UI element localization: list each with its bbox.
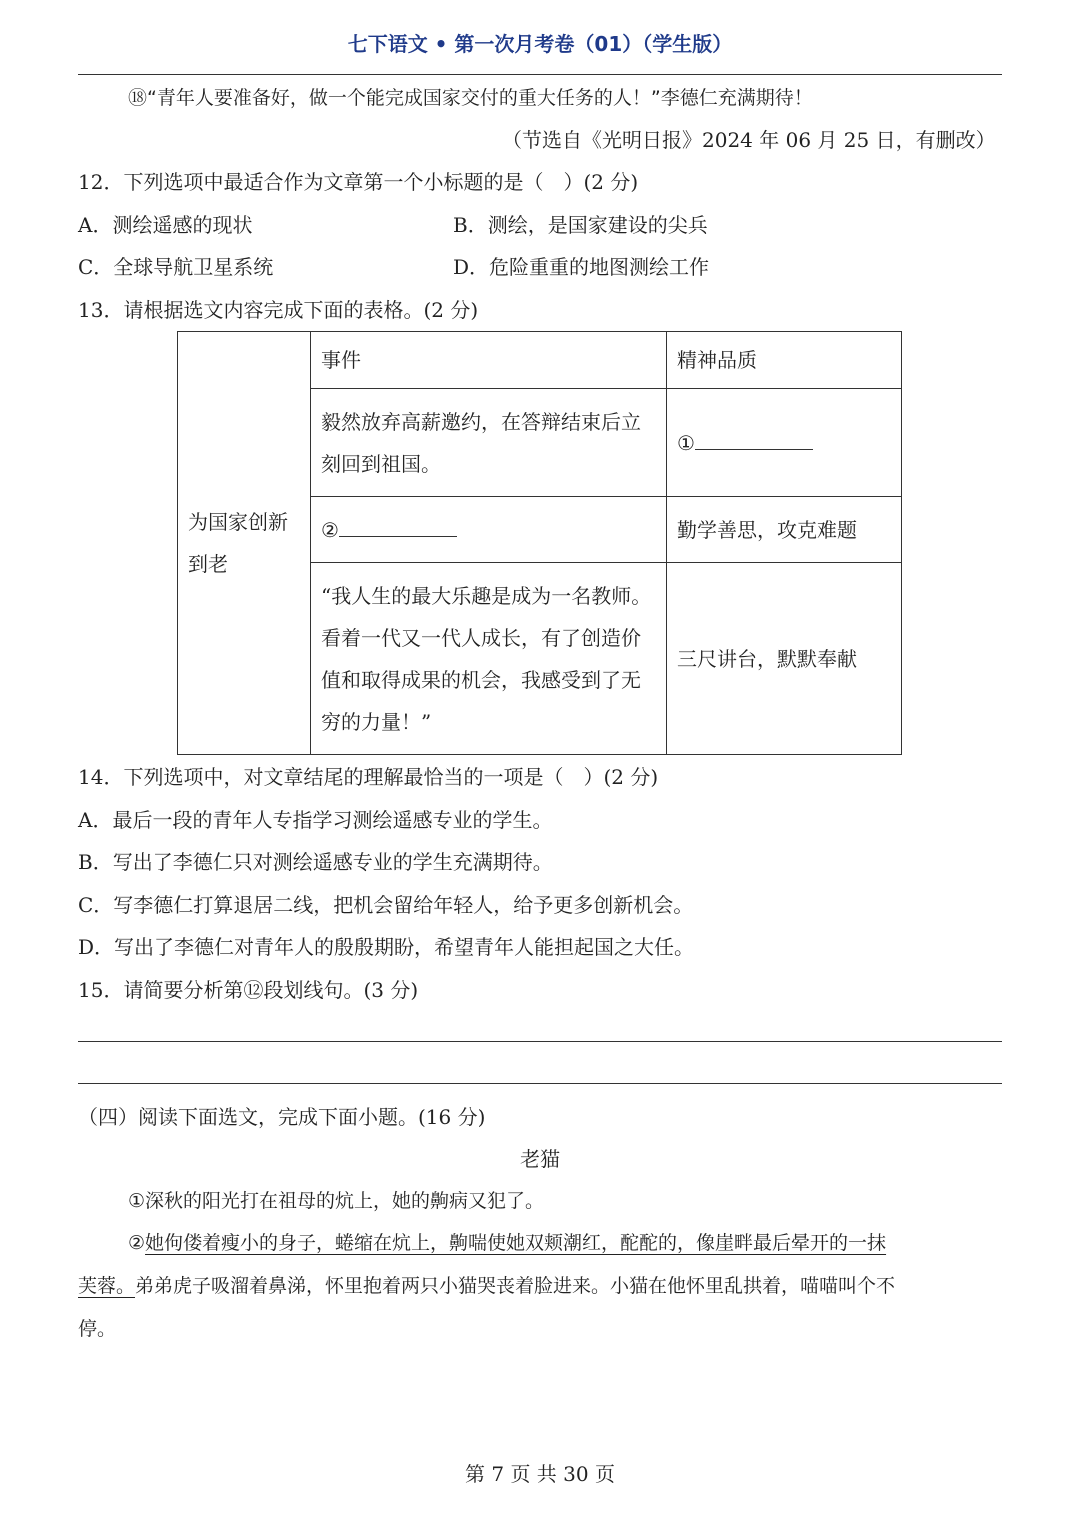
paragraph-2-continuation: 弟弟虎子吸溜着鼻涕，怀里抱着两只小猫哭丧着脸进来。小猫在他怀里乱拱着，喵喵叫个不 xyxy=(135,1275,896,1297)
question-13-table xyxy=(177,331,902,755)
question-12-option-c: C．全球导航卫星系统 xyxy=(78,255,274,279)
section-4-heading: （四）阅读下面选文，完成下面小题。(16 分) xyxy=(78,1105,486,1129)
story-paragraph-2-line-3: 停。 xyxy=(78,1318,117,1340)
table-cell-event-2 xyxy=(311,497,667,563)
blank-marker-1: ① xyxy=(677,430,695,455)
page-number: 第 7 页 共 30 页 xyxy=(465,1462,615,1486)
answer-line-2[interactable] xyxy=(78,1083,1002,1084)
answer-line-1[interactable] xyxy=(78,1041,1002,1042)
table-header-event: 事件 xyxy=(311,332,667,389)
story-title: 老猫 xyxy=(520,1147,560,1171)
passage-paragraph-18: ⑱“青年人要准备好，做一个能完成国家交付的重大任务的人！”李德仁充满期待！ xyxy=(128,87,813,109)
header-divider xyxy=(78,74,1002,75)
question-14-option-a: A．最后一段的青年人专指学习测绘遥感专业的学生。 xyxy=(78,808,553,832)
table-header-quality: 精神品质 xyxy=(667,332,902,389)
question-12-option-b: B．测绘，是国家建设的尖兵 xyxy=(453,213,708,237)
paragraph-marker: ② xyxy=(128,1232,146,1254)
question-15-stem: 15．请简要分析第⑫段划线句。(3 分) xyxy=(78,978,419,1002)
question-12-stem: 12．下列选项中最适合作为文章第一个小标题的是（ ）(2 分) xyxy=(78,170,639,194)
question-12-option-d: D．危险重重的地图测绘工作 xyxy=(453,255,710,279)
story-paragraph-1: ①深秋的阳光打在祖母的炕上，她的齁病又犯了。 xyxy=(128,1190,545,1212)
question-14-option-b: B．写出了李德仁只对测绘遥感专业的学生充满期待。 xyxy=(78,850,553,874)
question-12-option-a: A．测绘遥感的现状 xyxy=(78,213,253,237)
passage-source: （节选自《光明日报》2024 年 06 月 25 日，有删改） xyxy=(502,128,996,152)
story-paragraph-2-line-1 xyxy=(128,1229,886,1257)
table-row-label-text: 为国家创新到老 xyxy=(188,510,288,576)
table-row-label xyxy=(178,332,311,755)
underlined-sentence-end: 芙蓉。 xyxy=(78,1275,136,1297)
underlined-sentence: 她佝偻着瘦小的身子，蜷缩在炕上，齁喘使她双颊潮红，酡酡的，像崖畔最后晕开的一抹 xyxy=(145,1232,887,1254)
question-14-option-d: D．写出了李德仁对青年人的殷殷期盼，希望青年人能担起国之大任。 xyxy=(78,935,695,959)
answer-blank-2[interactable] xyxy=(339,510,457,537)
blank-marker-2: ② xyxy=(321,517,339,542)
question-13-stem: 13．请根据选文内容完成下面的表格。(2 分) xyxy=(78,298,479,322)
story-paragraph-2-line-2 xyxy=(78,1272,895,1300)
question-14-option-c: C．写李德仁打算退居二线，把机会留给年轻人，给予更多创新机会。 xyxy=(78,893,694,917)
table-cell-quality-3: 三尺讲台，默默奉献 xyxy=(667,563,902,755)
table-cell-event-1: 毅然放弃高薪邀约，在答辩结束后立刻回到祖国。 xyxy=(311,389,667,497)
question-14-stem: 14．下列选项中，对文章结尾的理解最恰当的一项是（ ）(2 分) xyxy=(78,765,659,789)
answer-blank-1[interactable] xyxy=(695,423,813,450)
page-header-title: 七下语文 • 第一次月考卷（01）（学生版） xyxy=(347,32,733,56)
table-cell-quality-2: 勤学善思，攻克难题 xyxy=(667,497,902,563)
table-cell-event-3: “我人生的最大乐趣是成为一名教师。看着一代又一代人成长，有了创造价值和取得成果的机会，我感受到了无穷的力量！” xyxy=(311,563,667,755)
table-cell-quality-1 xyxy=(667,389,902,497)
